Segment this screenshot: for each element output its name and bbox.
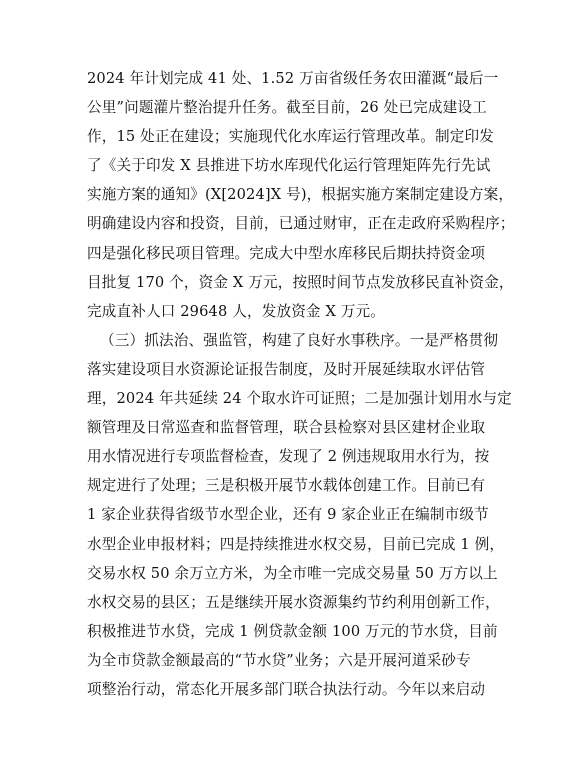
text-line: 水型企业申报材料；四是持续推进水权交易，目前已完成 1 例， [87,535,505,553]
text-line: 公里”问题灌片整治提升任务。截至目前，26 处已完成建设工 [87,99,487,117]
text-line: 为全市贷款金额最高的“节水贷”业务；六是开展河道采砂专 [87,651,471,669]
text-line: 四是强化移民项目管理。完成大中型水库移民后期扶持资金项 [87,244,486,262]
text-line: 用水情况进行专项监督检查，发现了 2 例违规取用水行为，按 [87,448,490,466]
text-line: 了《关于印发 X 县推进下坊水库现代化运行管理矩阵先行先试 [87,157,491,175]
text-line: 落实建设项目水资源论证报告制度，及时开展延续取水评估管 [87,360,486,378]
text-line: 明确建设内容和投资，目前，已通过财审，正在走政府采购程序； [87,215,515,233]
text-line: 规定进行了处理；三是积极开展节水载体创建工作。目前已有 [87,477,486,495]
text-line: 项整治行动，常态化开展多部门联合执法行动。今年以来启动 [87,680,486,698]
text-line: 理，2024 年共延续 24 个取水许可证照；二是加强计划用水与定 [87,390,512,408]
document-body [87,64,515,704]
text-line: 积极推进节水贷，完成 1 例贷款金额 100 万元的节水贷，目前 [87,622,498,640]
text-line: 额管理及日常巡查和监督管理，联合县检察对县区建材企业取 [87,419,486,437]
paragraph-heading-line: （三）抓法治、强监管，构建了良好水事秩序。一是严格贯彻 [100,331,499,349]
text-line: 实施方案的通知》(X[2024]X 号)，根据实施方案制定建设方案， [87,186,514,204]
text-line: 交易水权 50 余万立方米，为全市唯一完成交易量 50 万方以上 [87,564,498,582]
text-line: 目批复 170 个，资金 X 万元，按照时间节点发放移民直补资金， [87,273,514,291]
text-line: 2024 年计划完成 41 处、1.52 万亩省级任务农田灌溉“最后一 [87,70,499,87]
text-line: 完成直补人口 29648 人，发放资金 X 万元。 [87,302,386,320]
text-line: 1 家企业获得省级节水型企业，还有 9 家企业正在编制市级节 [87,506,489,524]
text-line: 水权交易的县区；五是继续开展水资源集约节约利用创新工作， [87,593,500,611]
text-line: 作，15 处正在建设；实施现代化水库运行管理改革。制定印发 [87,128,494,146]
